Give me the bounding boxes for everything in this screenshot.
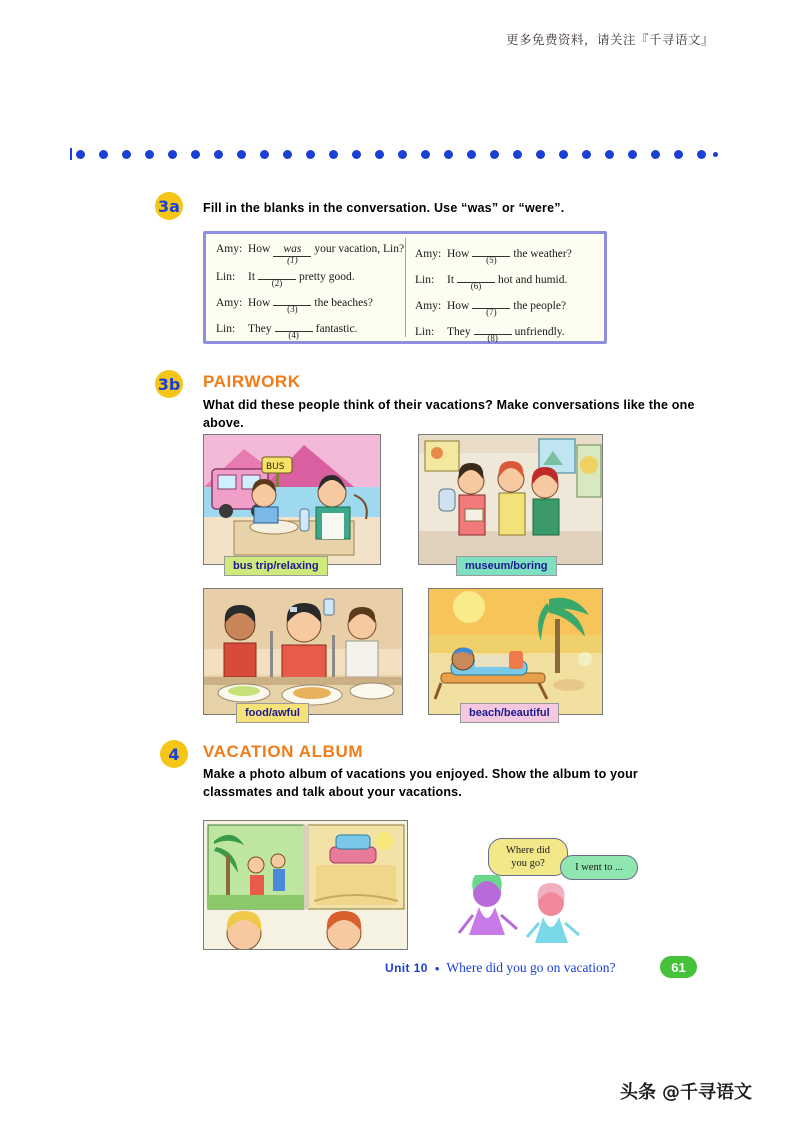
picture-label-museum: museum/boring bbox=[456, 556, 557, 576]
svg-text:BUS: BUS bbox=[266, 462, 285, 472]
section-marker-3a: 3a bbox=[155, 192, 183, 220]
conversation-column-left bbox=[206, 243, 405, 340]
blank-number: (1) bbox=[287, 255, 298, 265]
illustration-museum bbox=[418, 434, 603, 565]
speaker-label: Amy: bbox=[415, 300, 442, 312]
speech-bubble-answer: I went to ... bbox=[560, 855, 638, 880]
line-text-post: pretty good. bbox=[299, 271, 355, 283]
conversation-line bbox=[415, 269, 596, 291]
answer-blank-8[interactable] bbox=[474, 321, 512, 343]
line-text-pre: It bbox=[248, 271, 256, 283]
blank-number: (8) bbox=[487, 333, 498, 343]
blank-number: (4) bbox=[288, 330, 299, 340]
illustration-food bbox=[203, 588, 403, 715]
footer-title: Where did you go on vacation? bbox=[446, 960, 616, 975]
answer-blank-5[interactable] bbox=[472, 243, 510, 265]
line-text-post: the people? bbox=[513, 300, 567, 312]
line-text-post: fantastic. bbox=[315, 323, 358, 335]
line-text-pre: How bbox=[447, 300, 470, 312]
watermark-handle: @千寻语文 bbox=[662, 1082, 752, 1103]
conversation-line bbox=[415, 243, 596, 265]
conversation-line bbox=[216, 292, 397, 314]
footer-unit: Unit 10 bbox=[385, 961, 428, 975]
speaker-label: Lin: bbox=[216, 323, 236, 335]
page-number-badge: 61 bbox=[660, 956, 697, 978]
decorative-dot-rule bbox=[70, 148, 722, 162]
line-text-pre: It bbox=[447, 274, 455, 286]
illustration-photo-album bbox=[203, 820, 408, 950]
illustration-kids-talking bbox=[455, 875, 605, 950]
speaker-label: Lin: bbox=[216, 271, 236, 283]
top-watermark: 更多免费资料，请关注『千寻语文』 bbox=[505, 32, 714, 47]
answer-blank-1[interactable] bbox=[273, 243, 311, 265]
answer-blank-4[interactable] bbox=[275, 318, 313, 340]
blank-number: (6) bbox=[470, 281, 482, 291]
footer-unit-line bbox=[385, 960, 615, 976]
line-text-post: the beaches? bbox=[314, 297, 373, 309]
illustration-beach bbox=[428, 588, 603, 715]
blank-answer: was bbox=[283, 243, 302, 255]
picture-label-food: food/awful bbox=[236, 703, 309, 723]
line-text-pre: How bbox=[447, 248, 470, 260]
rule-tick bbox=[70, 148, 72, 160]
speaker-label: Amy: bbox=[415, 248, 442, 260]
heading-pairwork: PAIRWORK bbox=[203, 372, 301, 391]
speaker-label: Amy: bbox=[216, 243, 243, 255]
answer-blank-2[interactable] bbox=[258, 266, 296, 288]
instruction-4: Make a photo album of vacations you enjoyed. Show the album to your classmates and talk about your vacations. bbox=[203, 767, 638, 800]
conversation-line bbox=[415, 295, 596, 317]
illustration-bus-trip bbox=[203, 434, 381, 565]
blank-number: (2) bbox=[271, 278, 283, 288]
picture-label-beach: beach/beautiful bbox=[460, 703, 559, 723]
speaker-label: Amy: bbox=[216, 297, 243, 309]
line-text-post: your vacation, Lin? bbox=[314, 243, 405, 255]
line-text-post: the weather? bbox=[513, 248, 572, 260]
line-text-post: unfriendly. bbox=[514, 326, 565, 338]
speaker-label: Lin: bbox=[415, 326, 435, 338]
heading-vacation-album: VACATION ALBUM bbox=[203, 742, 364, 761]
blank-number: (5) bbox=[486, 255, 497, 265]
conversation-line bbox=[216, 243, 405, 265]
blank-number: (3) bbox=[287, 304, 298, 314]
instruction-3b: What did these people think of their vacations? Make conversations like the one above. bbox=[203, 398, 695, 431]
blank-number: (7) bbox=[486, 307, 497, 317]
line-text-post: hot and humid. bbox=[498, 274, 568, 286]
answer-blank-3[interactable] bbox=[273, 292, 311, 314]
line-text-pre: How bbox=[248, 297, 271, 309]
answer-blank-7[interactable] bbox=[472, 295, 510, 317]
line-text-pre: They bbox=[447, 326, 471, 338]
line-text-pre: How bbox=[248, 243, 271, 255]
conversation-column-right bbox=[405, 243, 604, 343]
conversation-line bbox=[216, 318, 397, 340]
footer-separator: • bbox=[434, 960, 440, 976]
section-marker-3b: 3b bbox=[155, 370, 183, 398]
conversation-line bbox=[216, 266, 397, 288]
speech-bubble-question: Where did you go? bbox=[488, 838, 568, 876]
instruction-3a: Fill in the blanks in the conversation. Use “was” or “were”. bbox=[203, 201, 565, 215]
bottom-watermark bbox=[620, 1078, 752, 1104]
line-text-pre: They bbox=[248, 323, 272, 335]
speaker-label: Lin: bbox=[415, 274, 435, 286]
section-marker-4: 4 bbox=[160, 740, 188, 768]
conversation-box bbox=[203, 231, 607, 344]
picture-label-bus-trip: bus trip/relaxing bbox=[224, 556, 328, 576]
conversation-line bbox=[415, 321, 596, 343]
watermark-prefix: 头条 bbox=[620, 1082, 656, 1103]
answer-blank-6[interactable] bbox=[457, 269, 495, 291]
